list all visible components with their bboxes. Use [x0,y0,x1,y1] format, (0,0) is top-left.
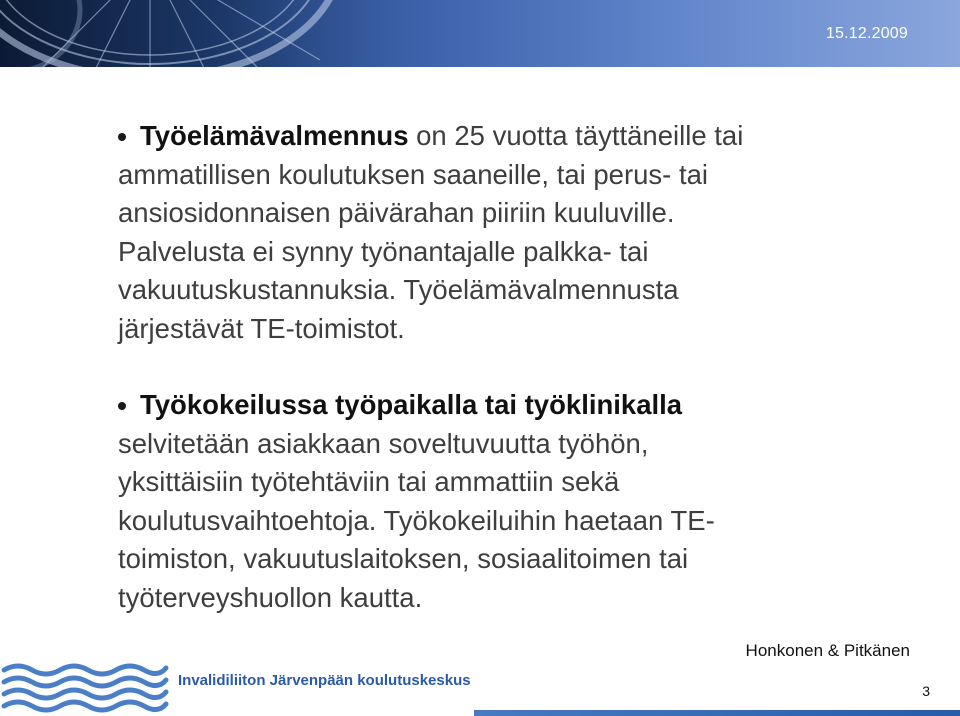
bullet-line: selvitetään asiakkaan soveltuvuutta työhön, [118,427,649,459]
bullet-tyokokeilu [118,386,918,617]
bullet-lead: Työelämävalmennus [140,120,409,151]
bullet-line: ansiosidonnaisen päivärahan piiriin kuuluville. [118,197,675,228]
wave-logo-icon [0,660,170,716]
bullet-line: ammatillisen koulutuksen saaneille, tai perus- tai [118,158,709,190]
bullet-lead: Työkokeilussa työpaikalla tai työklinikalla [140,389,683,420]
footer-accent-bar [474,710,960,716]
slide-date: 15.12.2009 [825,25,908,42]
bullet-line: työterveyshuollon kautta. [118,581,423,613]
organization-name: Invalidiliiton Järvenpään koulutuskeskus [178,672,471,689]
bullet-line: Palvelusta ei synny työnantajalle palkka- tai [118,235,649,267]
bullet-line: järjestävät TE-toimistot. [118,312,405,344]
page-number: 3 [922,683,930,699]
bullet-line: yksittäisiin työtehtäviin tai ammattiin sekä [118,466,620,497]
bullet-dot-icon [118,402,126,410]
bullet-tyoelamavalmennus [118,117,918,348]
bullet-dot-icon [118,133,126,141]
bullet-line: vakuutuskustannuksia. Työelämävalmennusta [118,274,679,305]
bullet-line: koulutusvaihtoehtoja. Työkokeiluihin haetaan TE- [118,504,715,536]
authors: Honkonen & Pitkänen [745,641,910,660]
wheelchair-wheel-photo [0,0,380,67]
slide-body [118,117,918,617]
bullet-lead-rest: on 25 vuotta täyttäneille tai [408,120,744,151]
header-banner [0,0,960,67]
bullet-line: toimiston, vakuutuslaitoksen, sosiaalitoimen tai [118,543,689,574]
